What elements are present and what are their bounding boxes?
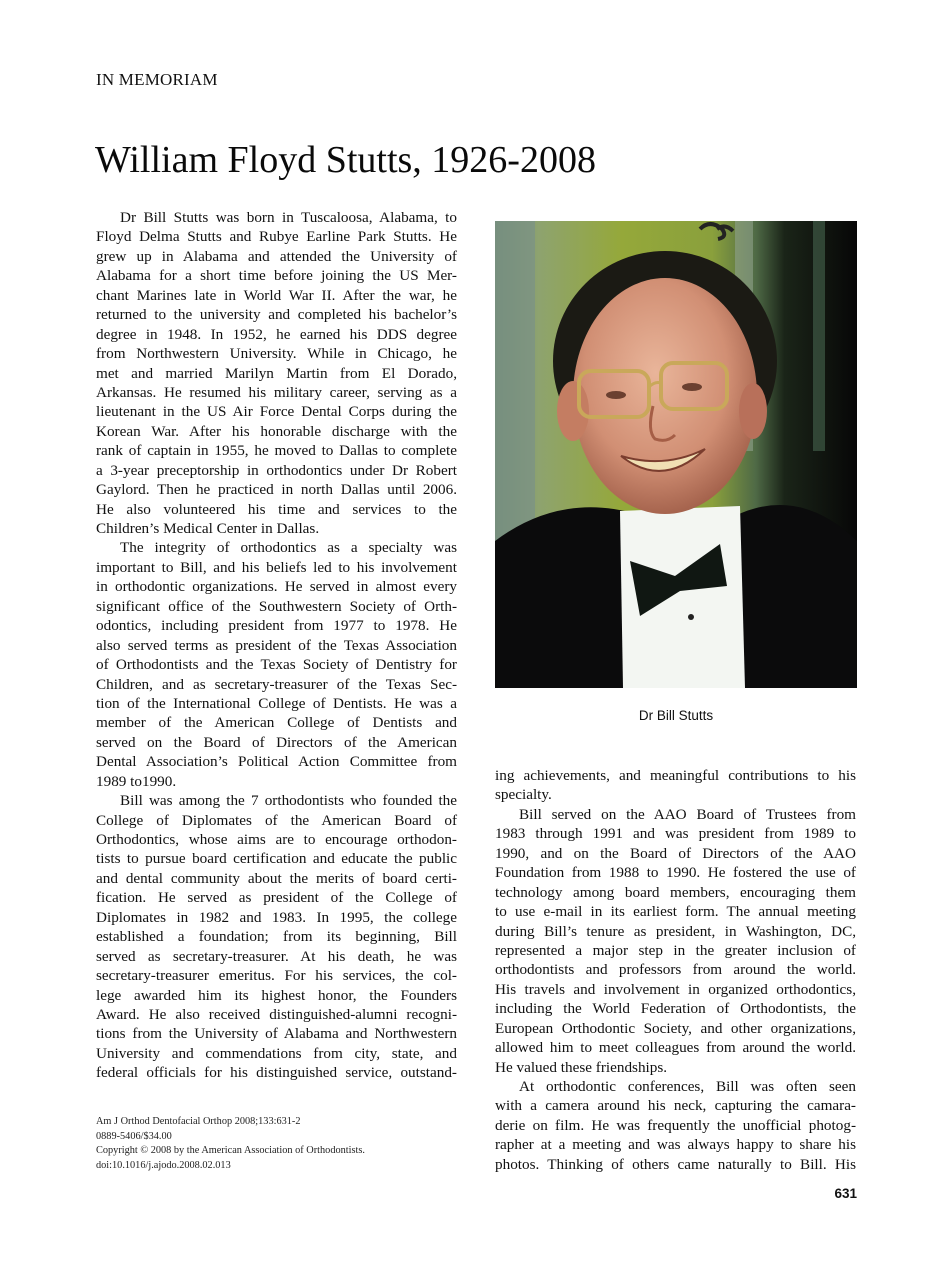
body-text-line: rapher at a meeting and was always happy to share his: [495, 1136, 856, 1154]
body-text-line: Dr Bill Stutts was born in Tuscaloosa, Alabama, to: [120, 209, 457, 226]
article-title: William Floyd Stutts, 1926-2008: [95, 139, 596, 181]
body-text-line: degree in 1948. In 1952, he earned his DDS degree: [96, 325, 457, 343]
body-text-line: Alabama for a short time before joining the US Mer-: [96, 267, 457, 285]
body-text-line: College of Diplomates of the American Board of: [96, 811, 457, 829]
body-text-line: Diplomates in 1982 and 1983. In 1995, the college: [96, 908, 457, 926]
body-text-line: during Bill’s tenure as president, in Washington, DC,: [495, 922, 856, 940]
body-text-line: allowed him to meet colleagues from around the world.: [495, 1039, 856, 1057]
body-text-line: At orthodontic conferences, Bill was often seen: [519, 1078, 856, 1095]
body-text-line: lege awarded him its highest honor, the Founders: [96, 986, 457, 1004]
body-text-line: chant Marines late in World War II. After the war, he: [96, 286, 457, 304]
body-text-line: Arkansas. He resumed his military career, serving as a: [96, 383, 457, 401]
body-text-line: Bill served on the AAO Board of Trustees from: [519, 805, 856, 823]
portrait-photo: [495, 221, 857, 688]
body-text-line: Bill was among the 7 orthodontists who founded the: [120, 792, 457, 810]
body-text-line: federal officials for his distinguished service, outstand-: [96, 1064, 457, 1082]
body-text-line: technology among board members, encouraging them: [495, 883, 856, 901]
body-text-line: derie on film. He was frequently the unofficial photog-: [495, 1116, 856, 1134]
body-text-line: with a camera around his neck, capturing the camara-: [495, 1097, 856, 1115]
body-text-line: Orthodontics, whose aims are to encourage orthodon-: [96, 831, 457, 848]
body-text-line: tists to pursue board certification and educate the public: [96, 850, 457, 868]
body-text-line: served on the Board of Directors of the American: [96, 733, 457, 751]
body-text-line: orthodontists and professors from around the world.: [495, 961, 856, 979]
body-text-line: 1983 through 1991 and was president from 1989 to: [495, 825, 856, 843]
body-text-line: a 3-year preceptorship in orthodontics under Dr Robert: [96, 461, 457, 479]
body-text-line: European Orthodontic Society, and other organizations,: [495, 1019, 856, 1037]
body-text-line: Children, and as secretary-treasurer of the Texas Sec-: [96, 675, 457, 693]
body-text-line: significant office of the Southwestern Society of Orth-: [96, 597, 457, 615]
body-text-line: Foundation from 1988 to 1990. He fostered the use of: [495, 864, 856, 882]
page-number: 631: [834, 1186, 857, 1201]
body-text-line: including the World Federation of Orthodontists, the: [495, 1000, 856, 1018]
portrait-illustration: [495, 221, 857, 688]
body-text-line: of Orthodontists and the Texas Society of Dentistry for: [96, 656, 457, 674]
right-column-body: [495, 766, 856, 1174]
body-text-line: grew up in Alabama and attended the University of: [96, 247, 457, 265]
body-text-line: Award. He also received distinguished-alumni recogni-: [96, 1005, 457, 1023]
copyright-notice: Copyright © 2008 by the American Association of Orthodontists.: [96, 1145, 365, 1156]
body-text-line: rank of captain in 1955, he moved to Dallas to complete: [96, 442, 457, 460]
body-text-line: secretary-treasurer emeritus. For his services, the col-: [96, 967, 457, 985]
body-text-line: ing achievements, and meaningful contributions to his: [495, 767, 856, 784]
body-text-line: returned to the university and completed his bachelor’s: [96, 306, 457, 324]
body-text-line: His travels and involvement in organized orthodontics,: [495, 980, 856, 998]
section-label: IN MEMORIAM: [96, 70, 218, 89]
body-text-line: important to Bill, and his beliefs led to his involvement: [96, 558, 457, 576]
body-text-line: represented a major step in the greater inclusion of: [495, 941, 856, 959]
body-text-line: Floyd Delma Stutts and Rubye Earline Park Stutts. He: [96, 228, 457, 246]
body-text-line: also served terms as president of the Texas Association: [96, 636, 457, 654]
body-text-line: to use e-mail in its earliest form. The annual meeting: [495, 903, 856, 921]
issn-price: 0889-5406/$34.00: [96, 1130, 172, 1142]
body-text-line: He valued these friendships.: [495, 1058, 668, 1076]
body-text-line: fication. He served as president of the College of: [96, 889, 457, 907]
body-text-line: member of the American College of Dentists and: [96, 714, 457, 732]
body-text-line: photos. Thinking of others came naturally to Bill. His: [495, 1155, 856, 1173]
photo-caption: Dr Bill Stutts: [638, 708, 714, 723]
body-text-line: Korean War. After his honorable discharge with the: [96, 422, 457, 440]
body-text-line: and dental community about the merits of board certi-: [96, 869, 457, 887]
body-text-line: tion of the International College of Dentists. He was a: [96, 694, 457, 712]
body-text-line: served as secretary-treasurer. At his death, he was: [96, 947, 457, 965]
body-text-line: from Northwestern University. While in Chicago, he: [96, 345, 457, 363]
article-footnote: [96, 1115, 365, 1173]
body-text-line: specialty.: [495, 786, 552, 804]
body-text-line: Children’s Medical Center in Dallas.: [96, 520, 320, 537]
body-text-line: in orthodontic organizations. He served in almost every: [96, 578, 457, 596]
body-text-line: odontics, including president from 1977 to 1978. He: [96, 617, 457, 635]
body-text-line: tions from the University of Alabama and Northwestern: [96, 1025, 457, 1043]
body-text-line: met and married Marilyn Martin from El Dorado,: [96, 364, 457, 382]
body-text-line: Dental Association’s Political Action Committee from: [96, 753, 457, 771]
left-column-body: [96, 208, 457, 1083]
body-text-line: Gaylord. Then he practiced in north Dallas until 2006.: [96, 481, 457, 499]
body-text-line: He also volunteered his time and services to the: [96, 500, 457, 518]
body-text-line: The integrity of orthodontics as a specialty was: [120, 539, 457, 557]
body-text-line: 1990, and on the Board of Directors of the AAO: [495, 844, 856, 862]
body-text-line: 1989 to1990.: [96, 772, 177, 790]
doi-link[interactable]: doi:10.1016/j.ajodo.2008.02.013: [96, 1159, 231, 1171]
body-text-line: established a foundation; from its beginning, Bill: [96, 928, 457, 946]
body-text-line: lieutenant in the US Air Force Dental Corps during the: [96, 403, 457, 421]
journal-citation: Am J Orthod Dentofacial Orthop 2008;133:631-2: [96, 1116, 301, 1127]
body-text-line: University and commendations from city, state, and: [96, 1044, 457, 1062]
